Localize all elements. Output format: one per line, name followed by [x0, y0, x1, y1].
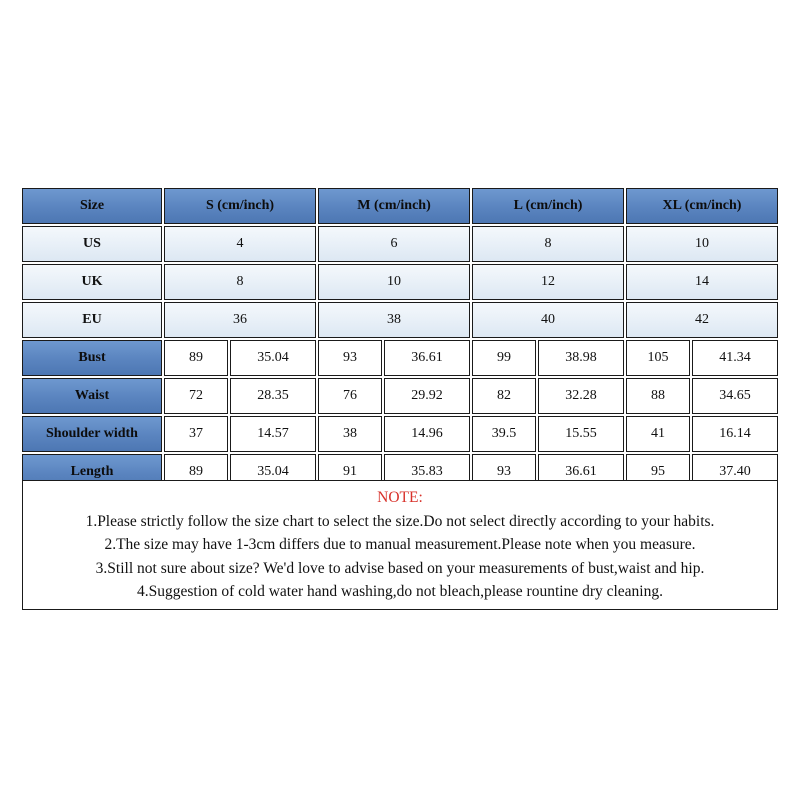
row-label: Bust — [22, 340, 162, 376]
value-cell-cm: 89 — [164, 454, 228, 490]
value-cell-inch: 35.04 — [230, 454, 316, 490]
note-line: 2.The size may have 1-3cm differs due to manual measurement.Please note when you measure. — [104, 536, 696, 553]
value-cell-inch: 34.65 — [692, 378, 778, 414]
note-title: NOTE: — [377, 489, 423, 506]
row-label: UK — [22, 264, 162, 300]
value-cell: 14 — [626, 264, 778, 300]
value-cell-inch: 41.34 — [692, 340, 778, 376]
value-cell: 40 — [472, 302, 624, 338]
value-cell-cm: 41 — [626, 416, 690, 452]
value-cell: 10 — [318, 264, 470, 300]
row-label: Length — [22, 454, 162, 490]
value-cell-inch: 36.61 — [384, 340, 470, 376]
value-cell-cm: 105 — [626, 340, 690, 376]
value-cell-cm: 93 — [318, 340, 382, 376]
measurement-row-bust — [22, 340, 778, 376]
value-cell: 6 — [318, 226, 470, 262]
measurement-row-shoulder-width — [22, 416, 778, 452]
header-size-l: L (cm/inch) — [472, 188, 624, 224]
notes-box — [22, 480, 778, 610]
conversion-row-eu — [22, 302, 778, 338]
value-cell-inch: 14.96 — [384, 416, 470, 452]
value-cell-cm: 88 — [626, 378, 690, 414]
value-cell-cm: 72 — [164, 378, 228, 414]
value-cell: 12 — [472, 264, 624, 300]
value-cell-inch: 38.98 — [538, 340, 624, 376]
value-cell-cm: 95 — [626, 454, 690, 490]
value-cell-cm: 82 — [472, 378, 536, 414]
header-size-xl: XL (cm/inch) — [626, 188, 778, 224]
value-cell: 42 — [626, 302, 778, 338]
value-cell-cm: 99 — [472, 340, 536, 376]
conversion-row-uk — [22, 264, 778, 300]
note-line: 3.Still not sure about size? We'd love to advise based on your measurements of bust,waist and hip. — [95, 559, 705, 577]
value-cell-cm: 91 — [318, 454, 382, 490]
value-cell: 4 — [164, 226, 316, 262]
value-cell-inch: 35.83 — [384, 454, 470, 490]
value-cell-cm: 93 — [472, 454, 536, 490]
value-cell-cm: 39.5 — [472, 416, 536, 452]
value-cell-inch: 32.28 — [538, 378, 624, 414]
conversion-row-us — [22, 226, 778, 262]
value-cell: 8 — [472, 226, 624, 262]
value-cell-inch: 28.35 — [230, 378, 316, 414]
value-cell-inch: 16.14 — [692, 416, 778, 452]
value-cell-inch: 14.57 — [230, 416, 316, 452]
row-label: Shoulder width — [22, 416, 162, 452]
value-cell-inch: 36.61 — [538, 454, 624, 490]
note-line: 4.Suggestion of cold water hand washing,do not bleach,please rountine dry cleaning. — [136, 583, 663, 600]
value-cell-cm: 38 — [318, 416, 382, 452]
header-size-label: Size — [22, 188, 162, 224]
value-cell-inch: 15.55 — [538, 416, 624, 452]
value-cell: 10 — [626, 226, 778, 262]
value-cell-cm: 76 — [318, 378, 382, 414]
row-label: US — [22, 226, 162, 262]
value-cell-inch: 29.92 — [384, 378, 470, 414]
size-chart-table — [22, 188, 778, 492]
header-row — [22, 188, 778, 224]
value-cell-cm: 89 — [164, 340, 228, 376]
row-label: Waist — [22, 378, 162, 414]
value-cell: 38 — [318, 302, 470, 338]
value-cell: 8 — [164, 264, 316, 300]
measurement-row-waist — [22, 378, 778, 414]
value-cell-inch: 35.04 — [230, 340, 316, 376]
note-line: 1.Please strictly follow the size chart to select the size.Do not select directly according to your habits. — [85, 512, 715, 530]
header-size-m: M (cm/inch) — [318, 188, 470, 224]
row-label: EU — [22, 302, 162, 338]
value-cell-cm: 37 — [164, 416, 228, 452]
value-cell: 36 — [164, 302, 316, 338]
value-cell-inch: 37.40 — [692, 454, 778, 490]
header-size-s: S (cm/inch) — [164, 188, 316, 224]
